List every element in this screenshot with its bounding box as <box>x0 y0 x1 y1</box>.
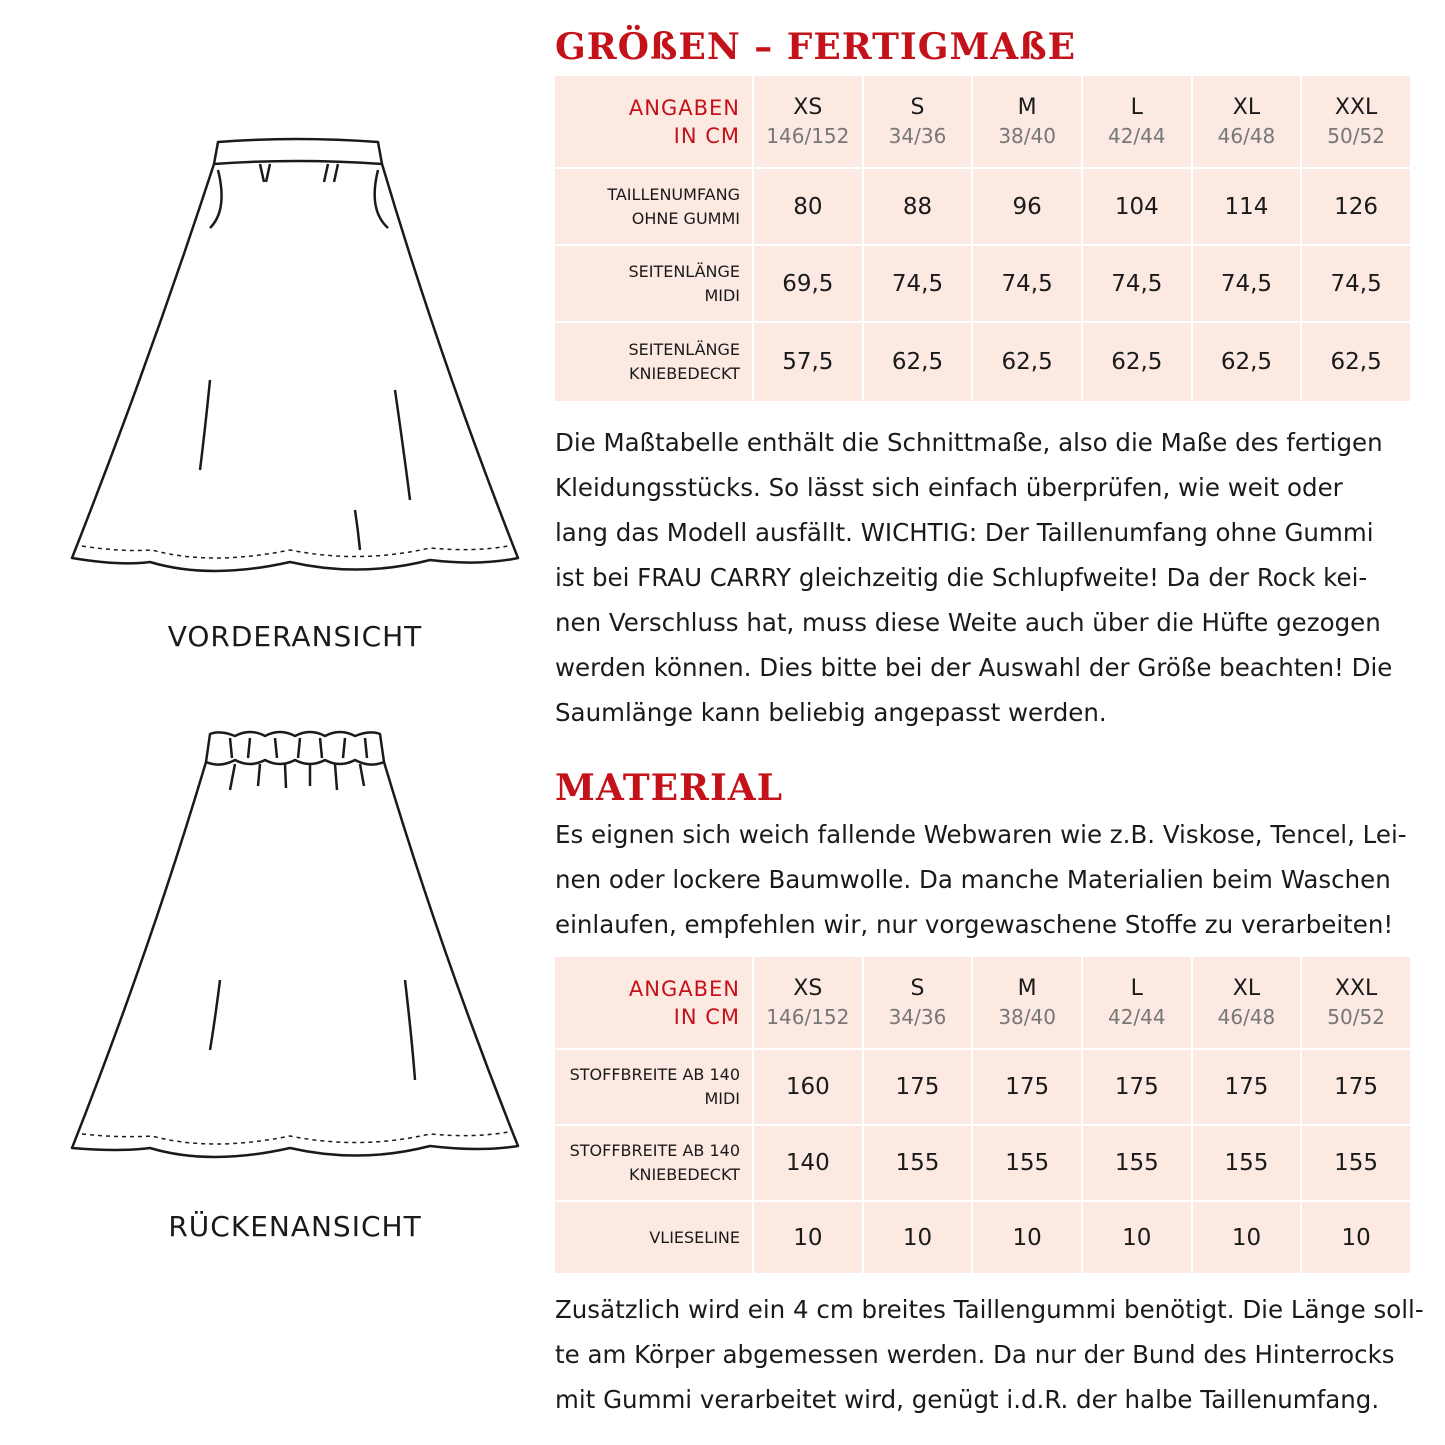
skirt-front-drawing <box>60 130 530 600</box>
table-cell: 74,5 <box>862 246 972 321</box>
size-column-header: L 42/44 <box>1081 76 1191 167</box>
skirt-body <box>72 164 518 571</box>
front-view-label: VORDERANSICHT <box>167 620 423 653</box>
table-cell: 57,5 <box>752 323 862 400</box>
table-cell: 175 <box>1191 1050 1301 1124</box>
header-label: ANGABEN IN CM <box>628 976 740 1029</box>
row-label: STOFFBREITE AB 140 KNIEBEDECKT <box>569 1141 740 1184</box>
material-heading: MATERIAL <box>555 767 784 809</box>
table-cell: 175 <box>1300 1050 1410 1124</box>
table-cell: 88 <box>862 169 972 244</box>
table-cell: 155 <box>971 1126 1081 1200</box>
table-cell: 155 <box>1081 1126 1191 1200</box>
header-label: ANGABEN IN CM <box>628 95 740 148</box>
material-description: Es eignen sich weich fallende Webwaren wie z.B. Viskose, Tencel, Lei- nen oder lockere Baumwolle. Da manche Materialien beim Waschen einlaufen, empfehlen wir, nur vorgewaschene Stoffe zu verarbeiten! <box>555 820 1407 939</box>
table-cell: 175 <box>862 1050 972 1124</box>
material-table <box>555 957 1410 1273</box>
size-column-header: S 34/36 <box>862 76 972 167</box>
back-view-label: RÜCKENANSICHT <box>168 1210 422 1243</box>
size-column-header: XS 146/152 <box>752 957 862 1048</box>
size-column-header: S 34/36 <box>862 957 972 1048</box>
sizes-table <box>555 76 1410 401</box>
table-cell: 74,5 <box>971 246 1081 321</box>
sizes-description: Die Maßtabelle enthält die Schnittmaße, also die Maße des fertigen Kleidungsstücks. So lässt sich einfach überprüfen, wie weit oder lang das Modell ausfällt. WICHTIG: Der Taillenumfang ohne Gummi ist bei FRAU CARRY gleichzeitig die Schlupfweite! Da der Rock kei- nen Verschluss hat, muss diese Weite auch über die Hüfte gezogen werden können. Dies bitte bei der Auswahl der Größe beachten! Die Saumlänge kann beliebig angepasst werden. <box>555 428 1393 727</box>
pocket-left <box>210 170 222 228</box>
skirt-back-drawing <box>60 720 530 1190</box>
table-header-row <box>555 76 1410 169</box>
table-cell: 80 <box>752 169 862 244</box>
table-cell: 74,5 <box>1191 246 1301 321</box>
row-label: SEITENLÄNGE MIDI <box>628 261 740 305</box>
table-row <box>555 246 1410 323</box>
waistband <box>214 139 382 164</box>
size-column-header: M 38/40 <box>971 957 1081 1048</box>
row-label: VLIESELINE <box>649 1227 740 1247</box>
table-row <box>555 169 1410 246</box>
table-cell: 10 <box>752 1202 862 1273</box>
table-row <box>555 323 1410 400</box>
row-label: TAILLENUMFANG OHNE GUMMI <box>607 184 740 228</box>
table-cell: 126 <box>1300 169 1410 244</box>
table-cell: 155 <box>1300 1126 1410 1200</box>
elastic-note: Zusätzlich wird ein 4 cm breites Taillengummi benötigt. Die Länge soll- te am Körper abgemessen werden. Da nur der Bund des Hinterrocks mit Gummi verarbeitet wird, genügt i.d.R. der halbe Taillenumfang. <box>555 1295 1424 1414</box>
table-cell: 10 <box>971 1202 1081 1273</box>
table-cell: 155 <box>862 1126 972 1200</box>
table-cell: 10 <box>862 1202 972 1273</box>
table-cell: 175 <box>1081 1050 1191 1124</box>
table-cell: 10 <box>1300 1202 1410 1273</box>
skirt-body <box>72 762 518 1157</box>
table-cell: 96 <box>971 169 1081 244</box>
row-label: SEITENLÄNGE KNIEBEDECKT <box>628 339 740 383</box>
table-cell: 69,5 <box>752 246 862 321</box>
size-column-header: L 42/44 <box>1081 957 1191 1048</box>
table-cell: 74,5 <box>1081 246 1191 321</box>
row-label: STOFFBREITE AB 140 MIDI <box>569 1065 740 1108</box>
table-cell: 160 <box>752 1050 862 1124</box>
table-row <box>555 1126 1410 1202</box>
table-cell: 62,5 <box>862 323 972 400</box>
table-cell: 140 <box>752 1126 862 1200</box>
table-cell: 62,5 <box>1300 323 1410 400</box>
table-cell: 62,5 <box>1191 323 1301 400</box>
table-cell: 10 <box>1191 1202 1301 1273</box>
table-cell: 175 <box>971 1050 1081 1124</box>
size-column-header: XXL 50/52 <box>1300 76 1410 167</box>
table-header-row <box>555 957 1410 1050</box>
size-column-header: XL 46/48 <box>1191 76 1301 167</box>
table-row <box>555 1202 1410 1273</box>
size-column-header: XS 146/152 <box>752 76 862 167</box>
sizes-heading: GRÖßEN – FERTIGMAßE <box>555 26 1077 68</box>
table-cell: 10 <box>1081 1202 1191 1273</box>
table-cell: 62,5 <box>971 323 1081 400</box>
size-column-header: M 38/40 <box>971 76 1081 167</box>
table-cell: 114 <box>1191 169 1301 244</box>
table-cell: 62,5 <box>1081 323 1191 400</box>
elastic-waistband <box>206 732 384 765</box>
table-cell: 155 <box>1191 1126 1301 1200</box>
size-column-header: XL 46/48 <box>1191 957 1301 1048</box>
table-cell: 74,5 <box>1300 246 1410 321</box>
table-cell: 104 <box>1081 169 1191 244</box>
table-row <box>555 1050 1410 1126</box>
size-column-header: XXL 50/52 <box>1300 957 1410 1048</box>
